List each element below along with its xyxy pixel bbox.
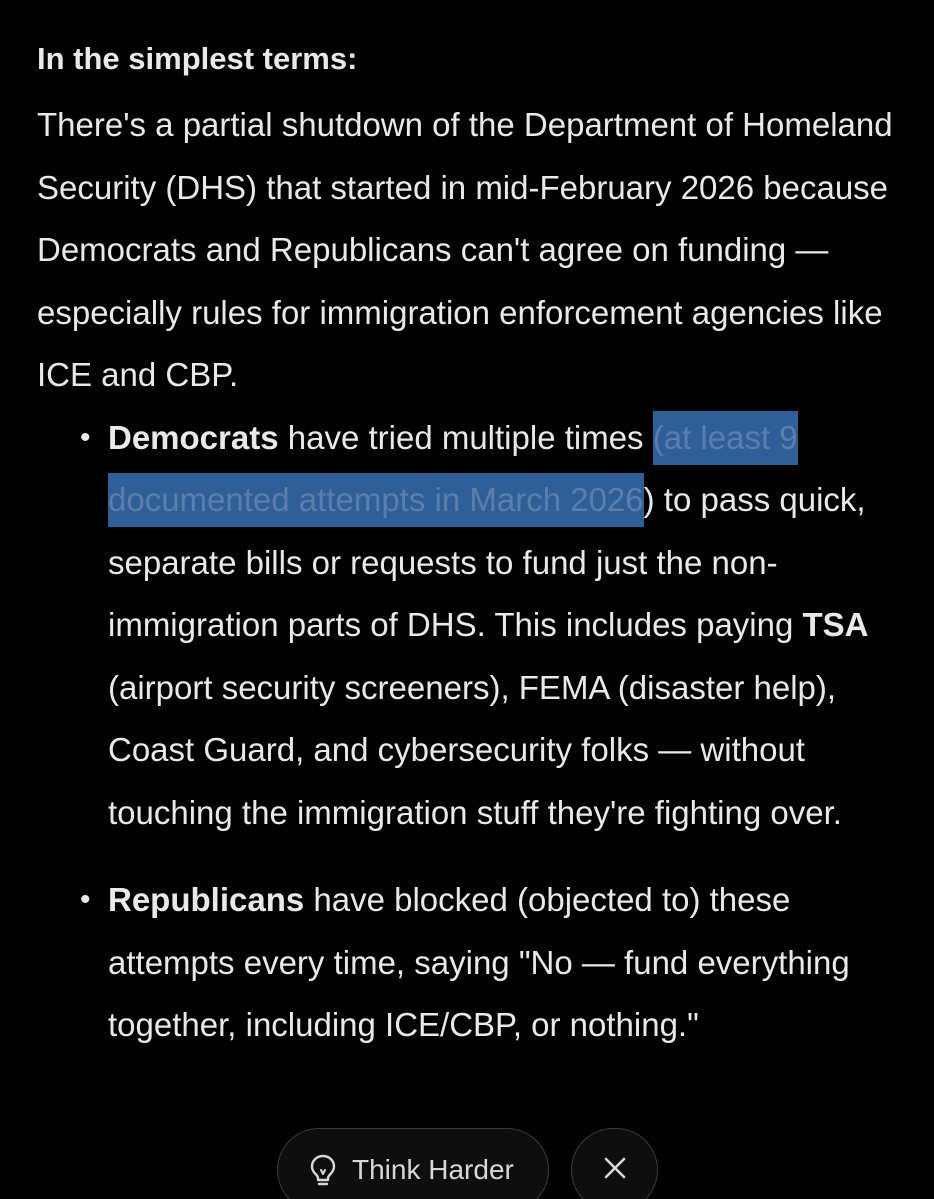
lightbulb-icon [308, 1153, 338, 1187]
think-harder-label: Think Harder [352, 1154, 514, 1185]
list-item [37, 407, 907, 845]
think-harder-button[interactable] [277, 1128, 549, 1199]
bullet-text: ) to pass quick, separate bills or requests to fund just the non-immigration parts of DHS. This includes paying [108, 481, 866, 643]
bullet-bold-term: TSA [802, 606, 869, 643]
message-intro: There's a partial shutdown of the Department of Homeland Security (DHS) that started in mid-February 2026 because Democrats and Republicans can't agree on funding — especially rules for immigration enforcement agencies like ICE and CBP. [37, 106, 893, 393]
selected-text[interactable]: (at least 9 documented attempts in March 2026 [108, 411, 798, 528]
bullet-text: have blocked (objected to) these attempts every time, saying "No — fund everything together, including ICE/CBP, or nothing." [108, 881, 850, 1043]
bullet-list [37, 407, 907, 1057]
list-item [37, 869, 907, 1057]
bullet-bold-term: Democrats [108, 418, 279, 456]
bullet-bold-term: Republicans [108, 881, 305, 918]
message-heading: In the simplest terms: [37, 41, 358, 76]
bullet-dot: • [80, 883, 91, 916]
bullet-text: have tried multiple times [278, 418, 653, 456]
bullet-dot: • [80, 420, 91, 454]
close-icon [603, 1156, 627, 1185]
action-bar [0, 1128, 934, 1199]
close-button[interactable] [571, 1128, 658, 1199]
bullet-text: (airport security screeners), FEMA (disaster help), Coast Guard, and cybersecurity folks — without touching the immigration stuff they're fighting over. [108, 668, 842, 831]
message-content [37, 36, 907, 1057]
